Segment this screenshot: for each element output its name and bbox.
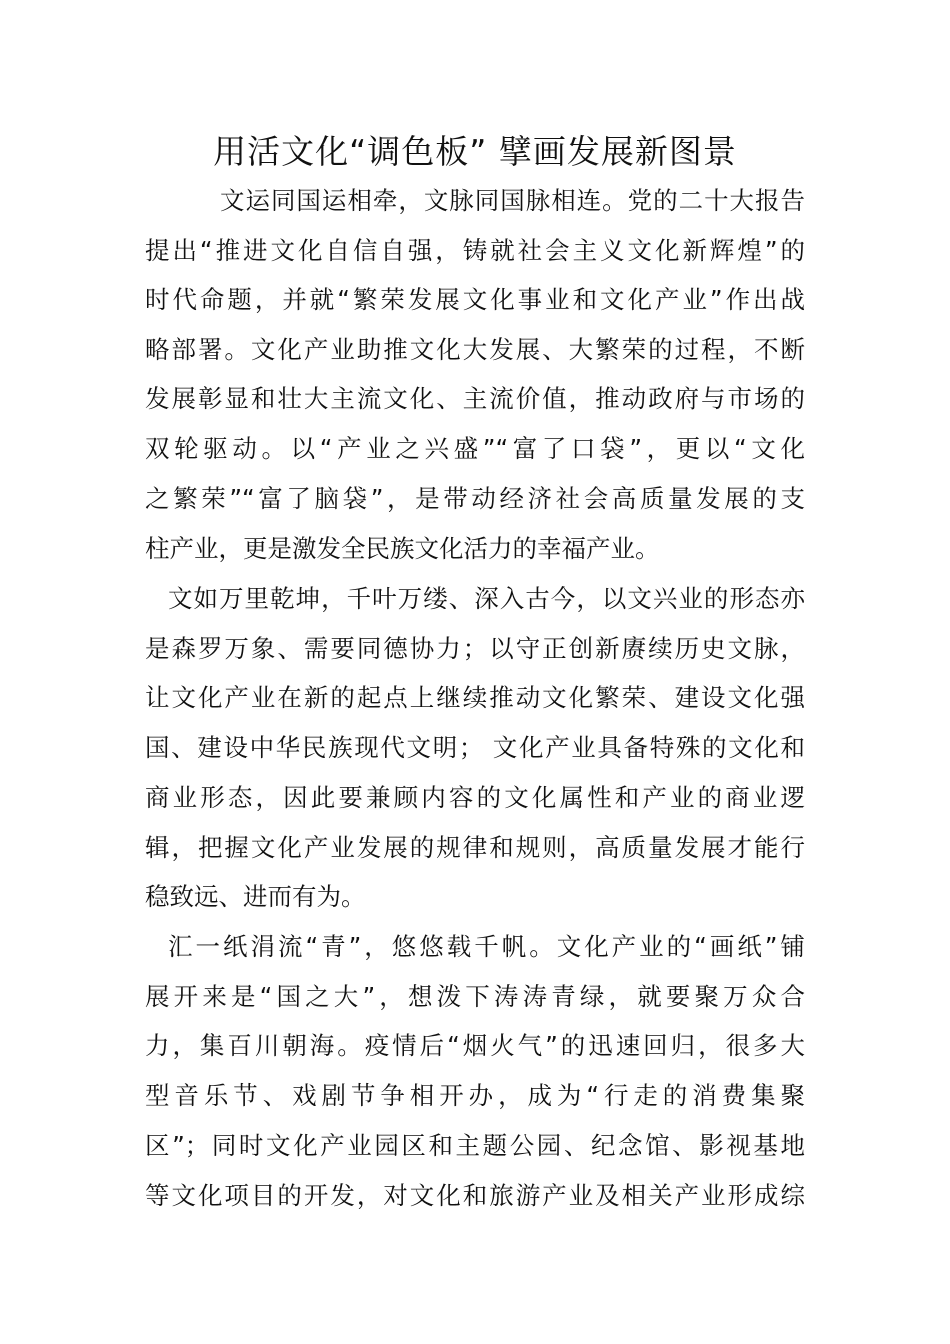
paragraph-line: 等文化项目的开发，对文化和旅游产业及相关产业形成综 [145,1181,805,1210]
document-title: 用活文化“调色板” 擘画发展新图景 [213,132,737,171]
paragraph-line: 柱产业，更是激发全民族文化活力的幸福产业。 [145,534,660,563]
paragraph-line: 型音乐节、戏剧节争相开办，成为“行走的消费集聚 [145,1081,805,1110]
paragraph-line: 稳致远、进而有为。 [145,882,366,911]
paragraph-line: 之繁荣”“富了脑袋”，是带动经济社会高质量发展的支 [145,484,805,513]
paragraph-line: 发展彰显和壮大主流文化、主流价值，推动政府与市场的 [145,384,805,413]
paragraph-line: 双轮驱动。以“产业之兴盛”“富了口袋”，更以“文化 [145,434,805,463]
paragraph-line: 汇一纸涓流“青”，悠悠载千帆。文化产业的“画纸”铺 [168,932,805,961]
paragraph-line: 文如万里乾坤，千叶万缕、深入古今，以文兴业的形态亦 [168,584,805,613]
paragraph-line: 区”；同时文化产业园区和主题公园、纪念馆、影视基地 [145,1131,805,1160]
paragraph-line: 略部署。文化产业助推文化大发展、大繁荣的过程，不断 [145,335,805,364]
paragraph-line: 让文化产业在新的起点上继续推动文化繁荣、建设文化强 [145,683,805,712]
paragraph-line: 辑，把握文化产业发展的规律和规则，高质量发展才能行 [145,833,805,862]
paragraph-line: 时代命题，并就“繁荣发展文化事业和文化产业”作出战 [145,285,805,314]
paragraph-line: 国、建设中华民族现代文明； 文化产业具备特殊的文化和 [145,733,805,762]
paragraph-line: 文运同国运相牵，文脉同国脉相连。党的二十大报告 [220,186,805,215]
paragraph-line: 商业形态，因此要兼顾内容的文化属性和产业的商业逻 [145,783,805,812]
paragraph-line: 是森罗万象、需要同德协力；以守正创新赓续历史文脉， [145,634,805,663]
paragraph-line: 提出“推进文化自信自强，铸就社会主义文化新辉煌”的 [145,236,805,265]
paragraph-line: 展开来是“国之大”，想泼下涛涛青绿，就要聚万众合 [145,982,805,1011]
paragraph-line: 力，集百川朝海。疫情后“烟火气”的迅速回归，很多大 [145,1031,805,1060]
